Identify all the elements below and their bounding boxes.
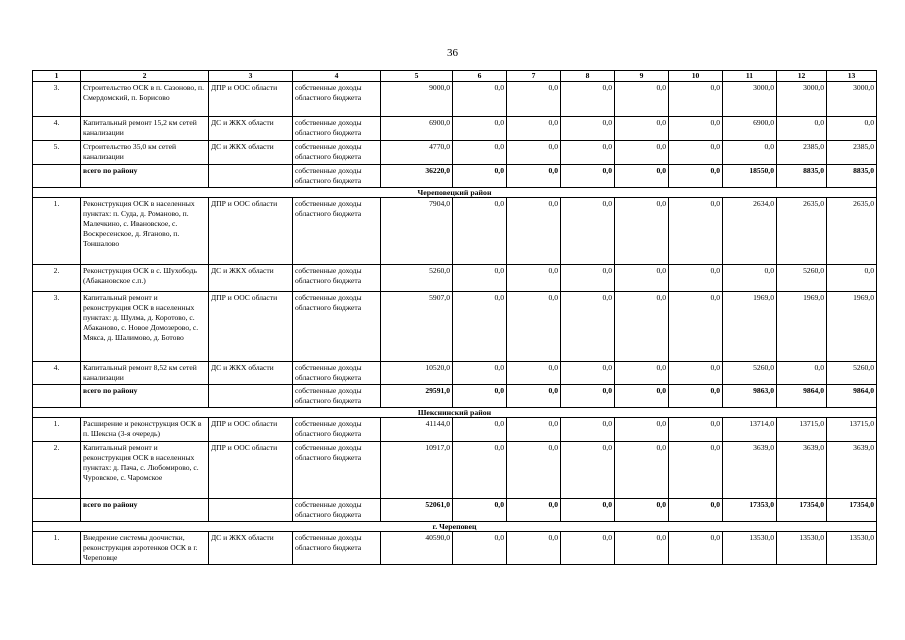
total-col-5: 29591,0 [381, 385, 453, 408]
amount-col-11: 2634,0 [723, 198, 777, 265]
table-row [33, 117, 877, 141]
column-header-1: 1 [33, 71, 81, 82]
amount-col-13: 3639,0 [827, 442, 877, 499]
page-number: 36 [447, 47, 458, 59]
amount-col-13: 2385,0 [827, 141, 877, 165]
executor: ДПР и ООС области [209, 82, 293, 117]
row-number: 5. [33, 141, 81, 165]
amount-col-10: 0,0 [669, 265, 723, 292]
amount-col-5: 5260,0 [381, 265, 453, 292]
column-header-10: 10 [669, 71, 723, 82]
row-number [33, 165, 81, 188]
total-col-13: 17354,0 [827, 499, 877, 522]
measure-name: Реконструкция ОСК в с. Шухободь (Абакановское с.п.) [81, 265, 209, 292]
amount-col-9: 0,0 [615, 442, 669, 499]
amount-col-10: 0,0 [669, 141, 723, 165]
funding-source: собственные доходы областного бюджета [293, 292, 381, 362]
row-number: 2. [33, 442, 81, 499]
amount-col-6: 0,0 [453, 418, 507, 442]
total-col-6: 0,0 [453, 499, 507, 522]
amount-col-8: 0,0 [561, 418, 615, 442]
executor [209, 165, 293, 188]
total-col-12: 8835,0 [777, 165, 827, 188]
amount-col-8: 0,0 [561, 82, 615, 117]
executor [209, 385, 293, 408]
amount-col-5: 10520,0 [381, 362, 453, 385]
total-col-7: 0,0 [507, 385, 561, 408]
executor: ДПР и ООС области [209, 418, 293, 442]
measure-name: Строительство ОСК в п. Сазоново, п. Смердомский, п. Борисово [81, 82, 209, 117]
amount-col-11: 13530,0 [723, 532, 777, 565]
row-number: 4. [33, 117, 81, 141]
amount-col-10: 0,0 [669, 82, 723, 117]
measure-name: Расширение и реконструкция ОСК в п. Шексна (3-я очередь) [81, 418, 209, 442]
row-number: 4. [33, 362, 81, 385]
column-header-8: 8 [561, 71, 615, 82]
amount-col-9: 0,0 [615, 198, 669, 265]
row-number: 1. [33, 532, 81, 565]
amount-col-10: 0,0 [669, 418, 723, 442]
column-header-9: 9 [615, 71, 669, 82]
amount-col-11: 0,0 [723, 265, 777, 292]
total-col-7: 0,0 [507, 165, 561, 188]
amount-col-11: 13714,0 [723, 418, 777, 442]
district-total-row [33, 385, 877, 408]
executor: ДС и ЖКХ области [209, 117, 293, 141]
total-col-8: 0,0 [561, 165, 615, 188]
amount-col-5: 40590,0 [381, 532, 453, 565]
amount-col-7: 0,0 [507, 532, 561, 565]
amount-col-13: 3000,0 [827, 82, 877, 117]
amount-col-12: 1969,0 [777, 292, 827, 362]
amount-col-7: 0,0 [507, 442, 561, 499]
column-header-13: 13 [827, 71, 877, 82]
amount-col-7: 0,0 [507, 82, 561, 117]
funding-source: собственные доходы областного бюджета [293, 362, 381, 385]
amount-col-5: 41144,0 [381, 418, 453, 442]
region-heading-row [33, 522, 877, 532]
amount-col-8: 0,0 [561, 198, 615, 265]
total-label: всего по району [81, 165, 209, 188]
executor: ДС и ЖКХ области [209, 265, 293, 292]
amount-col-6: 0,0 [453, 198, 507, 265]
funding-source: собственные доходы областного бюджета [293, 82, 381, 117]
executor: ДПР и ООС области [209, 292, 293, 362]
funding-source: собственные доходы областного бюджета [293, 165, 381, 188]
amount-col-7: 0,0 [507, 265, 561, 292]
amount-col-9: 0,0 [615, 265, 669, 292]
amount-col-10: 0,0 [669, 117, 723, 141]
amount-col-5: 4770,0 [381, 141, 453, 165]
amount-col-12: 3000,0 [777, 82, 827, 117]
amount-col-5: 5907,0 [381, 292, 453, 362]
row-number: 3. [33, 82, 81, 117]
header-row [33, 71, 877, 82]
table-row [33, 82, 877, 117]
column-header-6: 6 [453, 71, 507, 82]
total-col-6: 0,0 [453, 385, 507, 408]
table-row [33, 292, 877, 362]
amount-col-6: 0,0 [453, 82, 507, 117]
amount-col-6: 0,0 [453, 292, 507, 362]
amount-col-11: 1969,0 [723, 292, 777, 362]
column-header-5: 5 [381, 71, 453, 82]
amount-col-10: 0,0 [669, 292, 723, 362]
amount-col-5: 10917,0 [381, 442, 453, 499]
amount-col-8: 0,0 [561, 292, 615, 362]
row-number: 1. [33, 198, 81, 265]
amount-col-7: 0,0 [507, 141, 561, 165]
funding-source: собственные доходы областного бюджета [293, 141, 381, 165]
row-number [33, 499, 81, 522]
executor: ДС и ЖКХ области [209, 532, 293, 565]
total-col-5: 36220,0 [381, 165, 453, 188]
measure-name: Строительство 35,0 км сетей канализации [81, 141, 209, 165]
amount-col-11: 6900,0 [723, 117, 777, 141]
funding-source: собственные доходы областного бюджета [293, 265, 381, 292]
amount-col-6: 0,0 [453, 141, 507, 165]
total-col-8: 0,0 [561, 385, 615, 408]
amount-col-13: 5260,0 [827, 362, 877, 385]
amount-col-8: 0,0 [561, 442, 615, 499]
total-col-11: 17353,0 [723, 499, 777, 522]
funding-source: собственные доходы областного бюджета [293, 499, 381, 522]
amount-col-13: 13715,0 [827, 418, 877, 442]
amount-col-7: 0,0 [507, 117, 561, 141]
executor: ДС и ЖКХ области [209, 362, 293, 385]
total-col-9: 0,0 [615, 385, 669, 408]
column-header-2: 2 [81, 71, 209, 82]
amount-col-12: 0,0 [777, 117, 827, 141]
amount-col-12: 2635,0 [777, 198, 827, 265]
amount-col-12: 2385,0 [777, 141, 827, 165]
amount-col-12: 3639,0 [777, 442, 827, 499]
budget-table [32, 70, 877, 565]
amount-col-12: 13715,0 [777, 418, 827, 442]
amount-col-6: 0,0 [453, 532, 507, 565]
column-header-11: 11 [723, 71, 777, 82]
total-col-10: 0,0 [669, 385, 723, 408]
district-total-row [33, 165, 877, 188]
measure-name: Капитальный ремонт 8,52 км сетей канализации [81, 362, 209, 385]
measure-name: Капитальный ремонт и реконструкция ОСК в населенных пунктах: д. Шулма, д. Коротово, с. Абаканово, с. Новое Домозерово, с. Мякса, д. Шалимово, д. Ботово [81, 292, 209, 362]
region-title: Череповецкий район [33, 188, 877, 198]
measure-name: Капитальный ремонт и реконструкция ОСК в населенных пунктах: д. Пача, с. Любомирово, с. Чуровское, с. Чаромское [81, 442, 209, 499]
total-label: всего по району [81, 385, 209, 408]
amount-col-5: 9000,0 [381, 82, 453, 117]
total-col-10: 0,0 [669, 499, 723, 522]
region-heading-row [33, 188, 877, 198]
amount-col-7: 0,0 [507, 198, 561, 265]
funding-source: собственные доходы областного бюджета [293, 198, 381, 265]
amount-col-8: 0,0 [561, 117, 615, 141]
total-col-12: 9864,0 [777, 385, 827, 408]
region-heading-row [33, 408, 877, 418]
amount-col-6: 0,0 [453, 117, 507, 141]
amount-col-10: 0,0 [669, 362, 723, 385]
amount-col-9: 0,0 [615, 82, 669, 117]
column-header-3: 3 [209, 71, 293, 82]
amount-col-13: 0,0 [827, 117, 877, 141]
table-row [33, 442, 877, 499]
row-number: 1. [33, 418, 81, 442]
amount-col-11: 5260,0 [723, 362, 777, 385]
table-row [33, 265, 877, 292]
column-header-4: 4 [293, 71, 381, 82]
region-title: г. Череповец [33, 522, 877, 532]
amount-col-10: 0,0 [669, 198, 723, 265]
amount-col-8: 0,0 [561, 362, 615, 385]
total-col-10: 0,0 [669, 165, 723, 188]
amount-col-6: 0,0 [453, 265, 507, 292]
amount-col-6: 0,0 [453, 362, 507, 385]
table-row [33, 141, 877, 165]
amount-col-6: 0,0 [453, 442, 507, 499]
row-number: 2. [33, 265, 81, 292]
amount-col-12: 5260,0 [777, 265, 827, 292]
amount-col-10: 0,0 [669, 532, 723, 565]
amount-col-8: 0,0 [561, 141, 615, 165]
total-col-9: 0,0 [615, 499, 669, 522]
amount-col-9: 0,0 [615, 362, 669, 385]
amount-col-5: 7904,0 [381, 198, 453, 265]
row-number [33, 385, 81, 408]
total-col-6: 0,0 [453, 165, 507, 188]
table-row [33, 532, 877, 565]
total-col-11: 18550,0 [723, 165, 777, 188]
executor [209, 499, 293, 522]
amount-col-10: 0,0 [669, 442, 723, 499]
amount-col-8: 0,0 [561, 532, 615, 565]
measure-name: Реконструкция ОСК в населенных пунктах: п. Суда, д. Романово, п. Малечкино, с. Ивановское, с. Воскресенское, д. Яганово, п. Тоншалово [81, 198, 209, 265]
measure-name: Капитальный ремонт 15,2 км сетей канализации [81, 117, 209, 141]
table-row [33, 362, 877, 385]
table-row [33, 198, 877, 265]
executor: ДПР и ООС области [209, 442, 293, 499]
amount-col-13: 0,0 [827, 265, 877, 292]
total-col-13: 9864,0 [827, 385, 877, 408]
amount-col-13: 13530,0 [827, 532, 877, 565]
total-col-5: 52061,0 [381, 499, 453, 522]
funding-source: собственные доходы областного бюджета [293, 442, 381, 499]
amount-col-7: 0,0 [507, 292, 561, 362]
executor: ДПР и ООС области [209, 198, 293, 265]
column-header-7: 7 [507, 71, 561, 82]
amount-col-13: 2635,0 [827, 198, 877, 265]
total-col-12: 17354,0 [777, 499, 827, 522]
amount-col-9: 0,0 [615, 418, 669, 442]
amount-col-7: 0,0 [507, 362, 561, 385]
amount-col-9: 0,0 [615, 141, 669, 165]
table-row [33, 418, 877, 442]
measure-name: Внедрение системы доочистки, реконструкция аэротенков ОСК в г. Череповце [81, 532, 209, 565]
amount-col-7: 0,0 [507, 418, 561, 442]
amount-col-12: 13530,0 [777, 532, 827, 565]
funding-source: собственные доходы областного бюджета [293, 532, 381, 565]
amount-col-11: 3639,0 [723, 442, 777, 499]
amount-col-5: 6900,0 [381, 117, 453, 141]
funding-source: собственные доходы областного бюджета [293, 418, 381, 442]
amount-col-9: 0,0 [615, 532, 669, 565]
total-col-13: 8835,0 [827, 165, 877, 188]
total-col-8: 0,0 [561, 499, 615, 522]
district-total-row [33, 499, 877, 522]
total-col-9: 0,0 [615, 165, 669, 188]
amount-col-11: 0,0 [723, 141, 777, 165]
executor: ДС и ЖКХ области [209, 141, 293, 165]
amount-col-13: 1969,0 [827, 292, 877, 362]
region-title: Шекснинский район [33, 408, 877, 418]
total-col-11: 9863,0 [723, 385, 777, 408]
amount-col-11: 3000,0 [723, 82, 777, 117]
column-header-12: 12 [777, 71, 827, 82]
table-body [33, 71, 877, 565]
funding-source: собственные доходы областного бюджета [293, 117, 381, 141]
amount-col-9: 0,0 [615, 292, 669, 362]
amount-col-9: 0,0 [615, 117, 669, 141]
amount-col-12: 0,0 [777, 362, 827, 385]
funding-source: собственные доходы областного бюджета [293, 385, 381, 408]
row-number: 3. [33, 292, 81, 362]
total-col-7: 0,0 [507, 499, 561, 522]
total-label: всего по району [81, 499, 209, 522]
amount-col-8: 0,0 [561, 265, 615, 292]
